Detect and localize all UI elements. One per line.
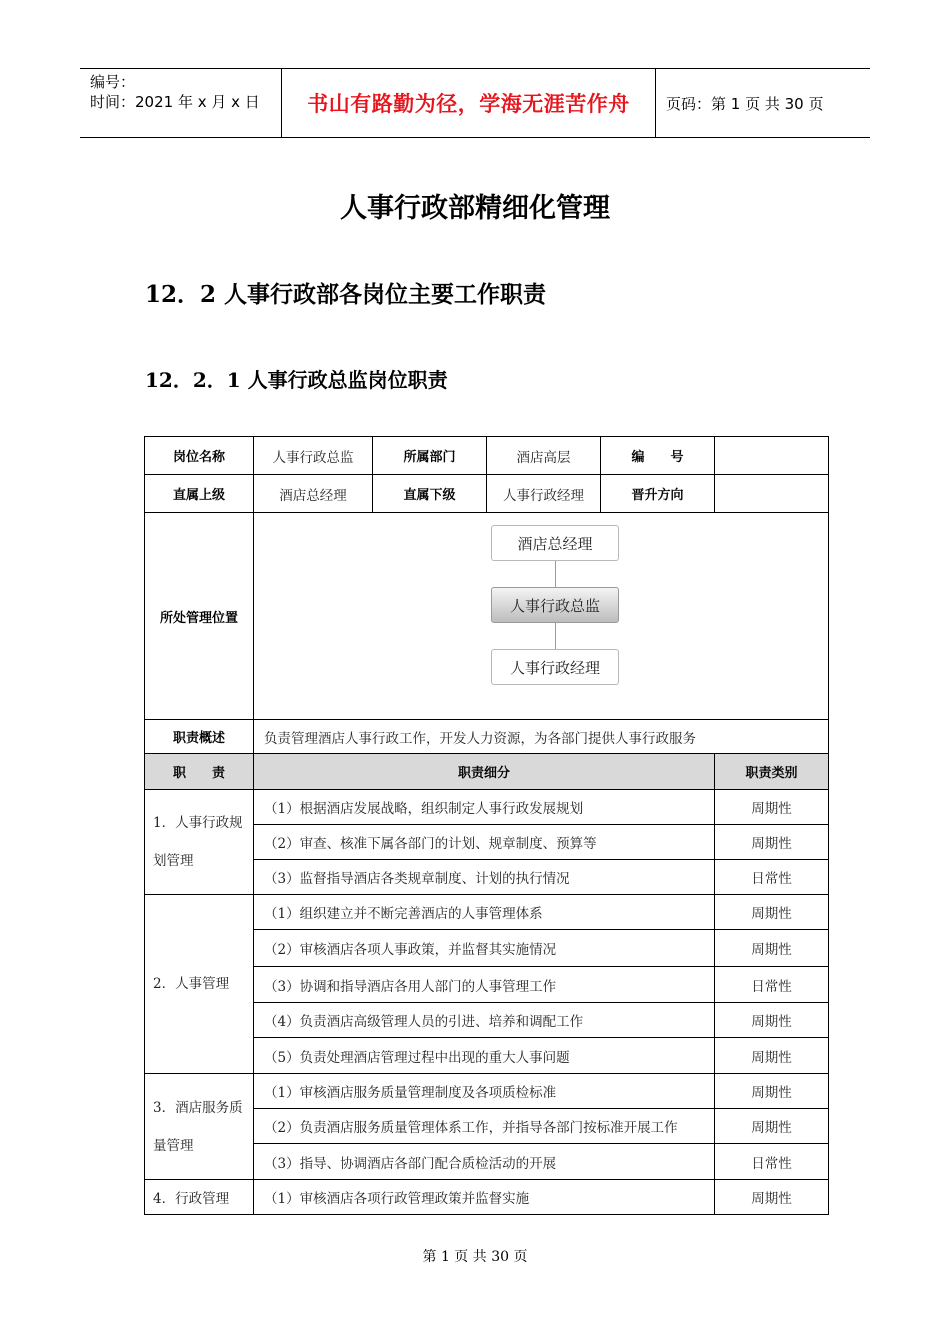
subordinate-value: 人事行政经理 [487, 475, 601, 513]
org-node-top: 酒店总经理 [491, 525, 619, 561]
subordinate-label: 直属下级 [373, 475, 487, 513]
col-header-detail: 职责细分 [254, 754, 715, 790]
header-page-info: 页码：第 1 页 共 30 页 [666, 94, 824, 113]
duty-type: 周期性 [715, 1180, 829, 1215]
header-meta [80, 69, 282, 137]
table-row [145, 895, 829, 930]
superior-label: 直属上级 [145, 475, 254, 513]
duty-detail: （3）监督指导酒店各类规章制度、计划的执行情况 [254, 860, 715, 895]
duty-type: 日常性 [715, 967, 829, 1003]
duty-detail: （1）组织建立并不断完善酒店的人事管理体系 [254, 895, 715, 930]
superior-value: 酒店总经理 [254, 475, 373, 513]
duty-type: 周期性 [715, 1003, 829, 1038]
org-node-current: 人事行政总监 [491, 587, 619, 623]
org-chart-cell [254, 513, 829, 720]
duty-detail: （1）根据酒店发展战略，组织制定人事行政发展规划 [254, 790, 715, 825]
time-label: 时间：2021 年 x 月 x 日 [90, 93, 260, 111]
table-row [145, 1074, 829, 1109]
col-header-duty: 职 责 [145, 754, 254, 790]
duty-category: 1．人事行政规划管理 [145, 790, 254, 895]
duty-detail: （3）协调和指导酒店各用人部门的人事管理工作 [254, 967, 715, 1003]
dept-value: 酒店高层 [487, 437, 601, 475]
summary-label: 职责概述 [145, 720, 254, 754]
page-footer: 第 1 页 共 30 页 [422, 1249, 528, 1265]
table-row [145, 475, 829, 513]
duty-detail: （4）负责酒店高级管理人员的引进、培养和调配工作 [254, 1003, 715, 1038]
duty-type: 周期性 [715, 1109, 829, 1144]
duty-category: 2．人事管理 [145, 895, 254, 1074]
page-header [80, 68, 870, 138]
col-header-type: 职责类别 [715, 754, 829, 790]
table-row [145, 513, 829, 720]
post-name-value: 人事行政总监 [254, 437, 373, 475]
number-label: 编号： [90, 73, 136, 91]
position-label: 所处管理位置 [145, 513, 254, 720]
org-connector [555, 561, 556, 587]
table-header-row [145, 754, 829, 790]
duty-detail: （5）负责处理酒店管理过程中出现的重大人事问题 [254, 1038, 715, 1074]
duty-detail: （1）审核酒店服务质量管理制度及各项质检标准 [254, 1074, 715, 1109]
summary-value: 负责管理酒店人事行政工作，开发人力资源，为各部门提供人事行政服务 [254, 720, 829, 754]
promotion-value [715, 475, 829, 513]
document-title: 人事行政部精细化管理 [340, 193, 610, 224]
dept-label: 所属部门 [373, 437, 487, 475]
duty-detail: （1）审核酒店各项行政管理政策并监督实施 [254, 1180, 715, 1215]
org-chart [254, 513, 828, 719]
duty-category: 4．行政管理 [145, 1180, 254, 1215]
duty-type: 日常性 [715, 860, 829, 895]
duty-type: 周期性 [715, 895, 829, 930]
duty-detail: （2）审核酒店各项人事政策，并监督其实施情况 [254, 930, 715, 967]
org-node-bottom: 人事行政经理 [491, 649, 619, 685]
job-description-table [144, 436, 829, 1215]
table-row [145, 720, 829, 754]
table-row [145, 437, 829, 475]
duty-type: 周期性 [715, 1074, 829, 1109]
duty-type: 周期性 [715, 930, 829, 967]
table-row [145, 790, 829, 825]
duty-category: 3．酒店服务质量管理 [145, 1074, 254, 1180]
number-field-value [715, 437, 829, 475]
duty-type: 周期性 [715, 825, 829, 860]
duty-type: 日常性 [715, 1144, 829, 1180]
duty-type: 周期性 [715, 1038, 829, 1074]
duty-type: 周期性 [715, 790, 829, 825]
duty-detail: （2）负责酒店服务质量管理体系工作，并指导各部门按标准开展工作 [254, 1109, 715, 1144]
subsection-heading: 12．2．1 人事行政总监岗位职责 [145, 368, 448, 392]
promotion-label: 晋升方向 [601, 475, 715, 513]
section-heading: 12．2 人事行政部各岗位主要工作职责 [145, 281, 547, 308]
header-motto: 书山有路勤为径，学海无涯苦作舟 [282, 69, 656, 137]
post-name-label: 岗位名称 [145, 437, 254, 475]
duty-detail: （3）指导、协调酒店各部门配合质检活动的开展 [254, 1144, 715, 1180]
duty-detail: （2）审查、核准下属各部门的计划、规章制度、预算等 [254, 825, 715, 860]
org-connector [555, 623, 556, 649]
number-field-label: 编 号 [601, 437, 715, 475]
table-row [145, 1180, 829, 1215]
